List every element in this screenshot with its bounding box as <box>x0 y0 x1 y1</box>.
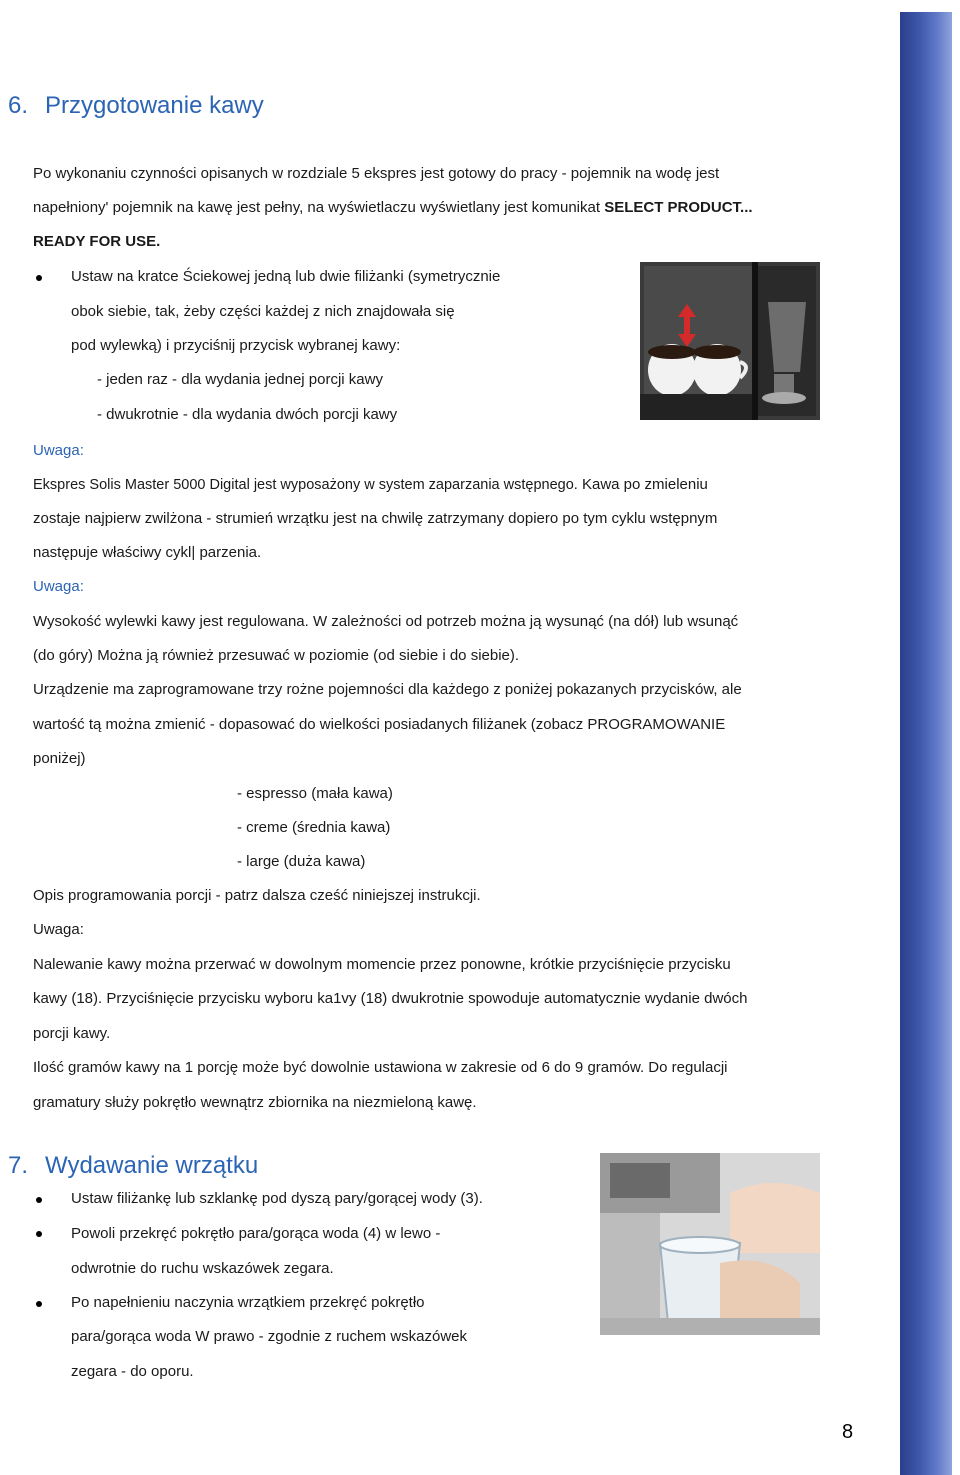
spout-line-2: (do góry) Można ją również przesuwać w poziomie (od siebie i do siebie). <box>33 647 520 664</box>
section-6-title: Przygotowanie kawy <box>45 92 264 119</box>
cup-instruction-line-1: Ustaw na kratce Ściekowej jedną lub dwie filiżanki (symetrycznie <box>71 268 501 285</box>
preinfusion-text-b: Kawa po zmieleniu <box>577 476 708 493</box>
page-number: 8 <box>842 1421 854 1443</box>
capacity-line-2: wartość tą można zmienić - dopasować do wielkości posiadanych filiżanek (zobacz PROGRAMOWANIE <box>33 716 726 733</box>
intro-line-3: READY FOR USE. <box>33 233 161 250</box>
programming-reference: Opis programowania porcji - patrz dalsza cześć niniejszej instrukcji. <box>33 887 481 904</box>
intro-line-2-text: napełniony' pojemnik na kawę jest pełny, na wyświetlaczu wyświetlany jest komunikat <box>33 199 605 216</box>
preinfusion-line-2: zostaje najpierw zwilżona - strumień wrzątku jest na chwilę zatrzymany dopiero po tym cyklu wstępnym <box>33 510 718 527</box>
interrupt-line-2 <box>33 990 747 1007</box>
grams-text-a: Ilość gramów kawy na 1 porcję może być dowolnie ustawiona w zakresie od 6 do 9 gramów. <box>33 1059 645 1076</box>
section-6-number: 6. <box>8 92 29 119</box>
spout-line-1 <box>33 613 738 630</box>
size-large: - large (duża kawa) <box>237 853 366 870</box>
hot-water-step-2-line-2: odwrotnie do ruchu wskazówek zegara. <box>71 1260 334 1277</box>
note-label: Uwaga: <box>33 921 84 938</box>
cup-instruction-line-3: pod wylewką) i przyciśnij przycisk wybranej kawy: <box>71 337 401 354</box>
bullet-dot <box>36 1301 42 1307</box>
spout-text-b: W zależności od potrzeb można ją wysunąć (na dół) lub wsunąć <box>308 613 739 630</box>
hot-water-photo <box>600 1153 820 1335</box>
preinfusion-line-3: następuje właściwy cykl| parzenia. <box>33 544 262 561</box>
hot-water-step-3-line-1: Po napełnieniu naczynia wrzątkiem przekręć pokrętło <box>71 1294 425 1311</box>
interrupt-line-1: Nalewanie kawy można przerwać w dowolnym momencie przez ponowne, krótkie przyciśnięcie przycisku <box>33 956 731 973</box>
cup-instruction-line-2: obok siebie, tak, żeby części każdej z nich znajdowała się <box>71 303 455 320</box>
bullet-dot <box>36 1231 42 1237</box>
side-decoration-bar <box>900 12 952 1475</box>
interrupt-text-b: Przyciśnięcie przycisku wyboru ka1vy (18) dwukrotnie spowoduje automatycznie wydanie dwóch <box>102 990 748 1007</box>
section-7-number: 7. <box>8 1152 29 1179</box>
hot-water-step-3-line-3: zegara - do oporu. <box>71 1363 194 1380</box>
section-7-title: Wydawanie wrzątku <box>45 1152 259 1179</box>
size-espresso: - espresso (mała kawa) <box>237 785 393 802</box>
interrupt-text-a: kawy (18). <box>33 990 103 1007</box>
interrupt-line-3: porcji kawy. <box>33 1025 111 1042</box>
cup-option-twice: - dwukrotnie - dla wydania dwóch porcji kawy <box>97 406 398 423</box>
intro-line-2 <box>33 199 753 216</box>
preinfusion-line-1 <box>33 476 708 493</box>
hot-water-step-1: Ustaw filiżankę lub szklankę pod dyszą pary/gorącej wody (3). <box>71 1190 483 1207</box>
size-creme: - creme (średnia kawa) <box>237 819 391 836</box>
display-message: SELECT PRODUCT... <box>604 199 753 216</box>
capacity-line-3: poniżej) <box>33 750 86 767</box>
spout-text-a: Wysokość wylewki kawy jest regulowana. <box>33 613 309 630</box>
capacity-line-1: Urządzenie ma zaprogramowane trzy rożne pojemności dla każdego z poniżej pokazanych przycisków, ale <box>33 681 742 698</box>
note-label: Uwaga: <box>33 578 84 595</box>
section-7-heading <box>8 1152 258 1180</box>
bullet-dot <box>36 1197 42 1203</box>
preinfusion-text-a: Ekspres Solis Master 5000 Digital jest wyposażony w system zaparzania wstępnego. <box>33 477 578 493</box>
espresso-cups-photo <box>640 262 820 420</box>
bullet-dot <box>36 275 42 281</box>
hot-water-step-2-line-1: Powoli przekręć pokrętło para/gorąca woda (4) w lewo - <box>71 1225 441 1242</box>
hot-water-step-3-line-2: para/gorąca woda W prawo - zgodnie z ruchem wskazówek <box>71 1328 468 1345</box>
grams-line-1 <box>33 1059 728 1076</box>
grams-line-2: gramatury służy pokrętło wewnątrz zbiornika na niezmieloną kawę. <box>33 1094 477 1111</box>
note-label: Uwaga: <box>33 442 84 459</box>
intro-line-1: Po wykonaniu czynności opisanych w rozdziale 5 ekspres jest gotowy do pracy - pojemnik na wodę jest <box>33 165 720 182</box>
section-6-heading <box>8 92 264 120</box>
grams-text-b: Do regulacji <box>644 1059 728 1076</box>
cup-option-once: - jeden raz - dla wydania jednej porcji kawy <box>97 371 383 388</box>
